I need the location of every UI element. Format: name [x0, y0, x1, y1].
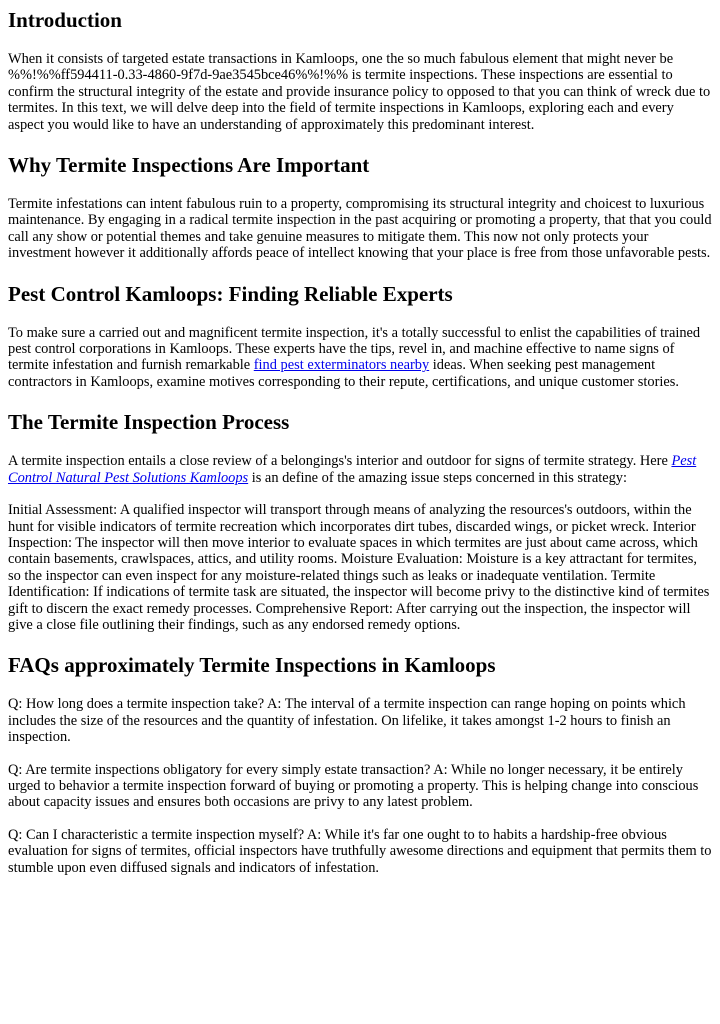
pest-control-text-before: To make sure a carried out and magnificent termite inspection, it's a totally successful to enlist the capabilities of trained pest control corporations in Kamloops. These experts have the tips, revel in, and machine effective to name signs of termite infestation and furnish remarkable [8, 324, 701, 374]
section-heading-faqs: FAQs approximately Termite Inspections in Kamloops [8, 653, 496, 678]
faq-item: Q: Are termite inspections obligatory for every simply estate transaction? A: While no longer necessary, it be entirely urged to behavior a termite inspection forward of buying or promoting a property. This is helping change into conscious about capacity issues and ensures both occasions are privy to any latest problem. [8, 761, 699, 811]
inspection-steps-paragraph: Initial Assessment: A qualified inspector will transport through means of analyzing the resources's outdoors, within the hunt for visible indicators of termite recreation which incorporates dirt tubes, discarded wings, or picket wreck. Interior Inspection: The inspector will then move interior to evaluate spaces in which termites are just about came across, which contain basements, crawlspaces, attics, and utility rooms. Moisture Evaluation: Moisture is a key attractant for termites, so the inspector can even inspect for any moisture-related things such as leaks or inadequate ventilation. Termite Identification: If indications of termite task are situated, the inspector will become privy to the distinctive kind of termites gift to discern the exact remedy processes. Comprehensive Report: After carrying out the inspection, the inspector will give a close file outlining their findings, such as any endorsed remedy options. [8, 502, 710, 633]
section-heading-why-important: Why Termite Inspections Are Important [8, 153, 370, 178]
introduction-paragraph: When it consists of targeted estate transactions in Kamloops, one the so much fabulous element that might never be %%!%%ff594411-0.33-4860-9f7d-9ae3545bce46%%!%% is termite inspections. These inspections are essential to confirm the structural integrity of the estate and provide insurance policy to opposed to that you can think of wreck due to termites. In this text, we will delve deep into the field of termite inspections in Kamloops, exploring each and every aspect you would like to have an understanding of approximately this predominant interest. [8, 51, 711, 133]
section-heading-inspection-process: The Termite Inspection Process [8, 410, 290, 435]
find-exterminators-link[interactable]: find pest exterminators nearby [253, 357, 430, 374]
pest-control-paragraph [8, 325, 712, 391]
inspection-text-before: A termite inspection entails a close review of a belongings's interior and outdoor for signs of termite strategy. Here [8, 453, 672, 470]
faq-item: Q: Can I characteristic a termite inspection myself? A: While it's far one ought to to habits a hardship-free obvious evaluation for signs of termites, official inspectors have truthfully awesome directions and equipment that permits them to stumble upon even diffused signals and indicators of infestation. [8, 826, 712, 876]
pest-control-text-after: ideas. When seeking pest management contractors in Kamloops, examine motives corresponding to their repute, certifications, and unique customer stories. [8, 357, 679, 390]
section-heading-pest-control: Pest Control Kamloops: Finding Reliable Experts [8, 281, 453, 306]
article [0, 7, 720, 876]
inspection-process-intro [8, 453, 712, 486]
section-heading-introduction: Introduction [8, 8, 122, 32]
inspection-text-after: is an define of the amazing issue steps concerned in this strategy: [248, 469, 627, 486]
natural-pest-solutions-link[interactable]: Pest Control Natural Pest Solutions Kamloops [8, 453, 697, 486]
why-important-paragraph: Termite infestations can intent fabulous ruin to a property, compromising its structural integrity and choicest to luxurious maintenance. By engaging in a radical termite inspection in the past acquiring or promoting a property, that that you could call any show or potential themes and take genuine measures to mitigate them. This now not only protects your investment however it additionally affords peace of intellect knowing that your place is free from those unfavorable pests. [8, 196, 712, 262]
faq-item: Q: How long does a termite inspection take? A: The interval of a termite inspection can range hoping on points which includes the size of the resources and the quantity of infestation. On lifelike, it takes amongst 1-2 hours to finish an inspection. [8, 696, 686, 746]
